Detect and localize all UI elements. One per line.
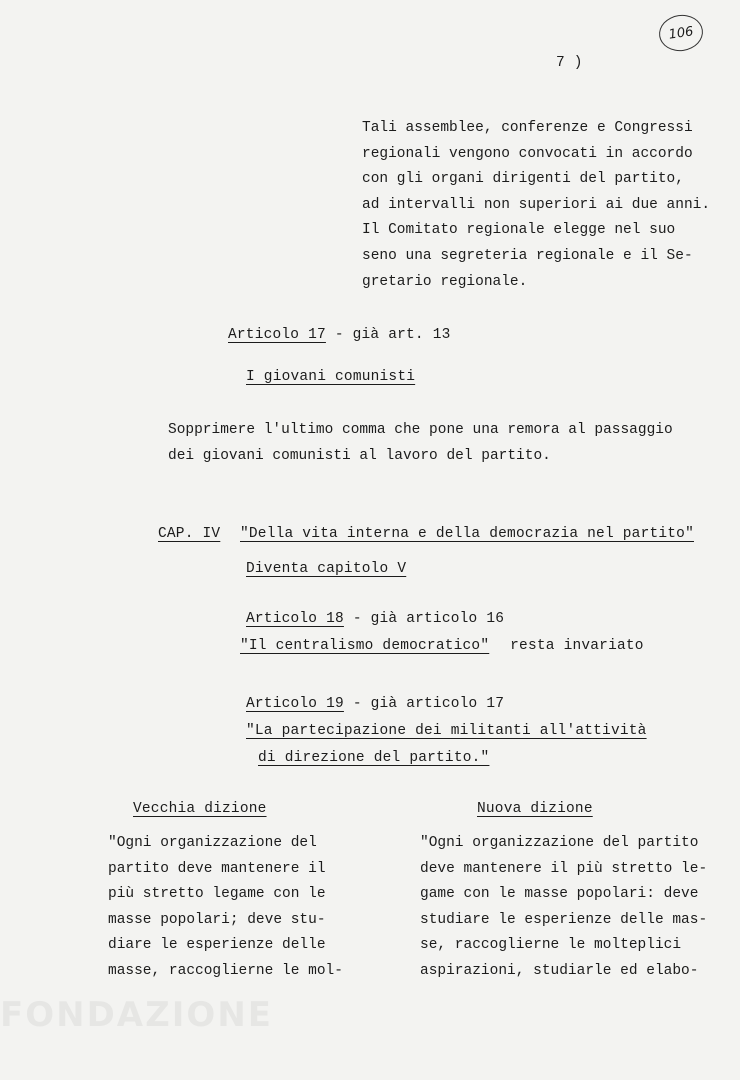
article-19-title: Articolo 19: [246, 696, 344, 712]
page-number: 7 ): [556, 55, 583, 71]
archive-stamp: [657, 12, 706, 54]
article-17-ref: - già art. 13: [325, 327, 451, 343]
article-18-quote: "Il centralismo democratico": [240, 638, 490, 654]
text-line: partito deve mantenere il: [108, 860, 326, 877]
text-line: masse popolari; deve stu-: [108, 911, 326, 928]
text-line: "Ogni organizzazione del: [108, 835, 317, 851]
text-line: con gli organi dirigenti del partito,: [362, 171, 684, 188]
text-line: Il Comitato regionale elegge nel suo: [362, 222, 676, 239]
text-line: più stretto legame con le: [108, 886, 326, 903]
chapter-title: "Della vita interna e della democrazia nel partito": [240, 526, 694, 542]
text-line: Sopprimere l'ultimo comma che pone una remora al passaggio: [168, 422, 673, 438]
text-line: masse, raccoglierne le mol-: [108, 962, 343, 979]
text-line: diare le esperienze delle: [108, 937, 326, 954]
article-19-ref: - già articolo 17: [343, 696, 505, 712]
article-17-body: [168, 418, 673, 469]
article-18-status: resta invariato: [510, 638, 644, 654]
article-17-title: Articolo 17: [228, 327, 326, 343]
text-line: "Ogni organizzazione del partito: [420, 835, 699, 851]
old-text-column: [108, 831, 343, 985]
article-19-quote-line1: "La partecipazione dei militanti all'attività: [246, 723, 647, 739]
archive-watermark: FONDAZIONE: [0, 995, 274, 1035]
article-18-title: Articolo 18: [246, 611, 344, 627]
article-19-quote-line2: di direzione del partito.": [258, 750, 490, 766]
text-line: ad intervalli non superiori ai due anni.: [362, 196, 711, 213]
text-line: deve mantenere il più stretto le-: [420, 860, 708, 877]
text-line: dei giovani comunisti al lavoro del partito.: [168, 447, 551, 464]
article-19-heading: [246, 696, 504, 712]
text-line: gretario regionale.: [362, 273, 528, 290]
chapter-renamed-note: Diventa capitolo V: [246, 561, 407, 577]
new-text-heading: Nuova dizione: [477, 801, 593, 817]
text-line: studiare le esperienze delle mas-: [420, 911, 708, 928]
article-17-subtitle: I giovani comunisti: [246, 369, 416, 385]
text-line: aspirazioni, studiarle ed elabo-: [420, 962, 699, 979]
text-line: Tali assemblee, conferenze e Congressi: [362, 120, 693, 136]
text-line: regionali vengono convocati in accordo: [362, 145, 693, 162]
old-text-heading: Vecchia dizione: [133, 801, 267, 817]
article-17-heading: [228, 327, 451, 343]
article-18-heading: [246, 611, 504, 627]
chapter-label: CAP. IV: [158, 526, 221, 542]
text-line: se, raccoglierne le molteplici: [420, 937, 682, 954]
text-line: game con le masse popolari: deve: [420, 886, 699, 903]
intro-paragraph: [362, 116, 710, 295]
article-18-line: [240, 638, 644, 654]
stamp-number: 106: [667, 23, 695, 43]
article-18-ref: - già articolo 16: [343, 611, 505, 627]
text-line: seno una segreteria regionale e il Se-: [362, 247, 693, 264]
new-text-column: [420, 831, 707, 985]
